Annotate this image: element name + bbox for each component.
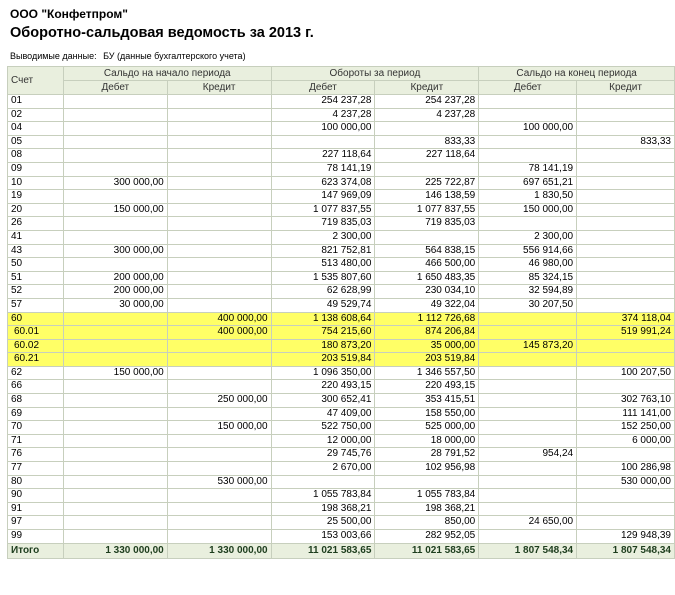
cell-turnover-debit: 513 480,00 bbox=[271, 258, 375, 272]
cell-turnover-credit: 225 722,87 bbox=[375, 176, 479, 190]
cell-opening-debit bbox=[63, 502, 167, 516]
cell-account: 50 bbox=[8, 258, 64, 272]
cell-turnover-credit: 1 112 726,68 bbox=[375, 312, 479, 326]
cell-account: 70 bbox=[8, 421, 64, 435]
column-header-opening-debit[interactable]: Дебет bbox=[63, 81, 167, 95]
cell-turnover-credit: 874 206,84 bbox=[375, 326, 479, 340]
cell-opening-debit: 200 000,00 bbox=[63, 271, 167, 285]
cell-opening-credit: 150 000,00 bbox=[167, 421, 271, 435]
cell-closing-credit bbox=[577, 108, 675, 122]
cell-closing-credit bbox=[577, 271, 675, 285]
cell-turnover-credit bbox=[375, 122, 479, 136]
cell-turnover-credit: 28 791,52 bbox=[375, 448, 479, 462]
cell-account: 09 bbox=[8, 162, 64, 176]
cell-account: 57 bbox=[8, 298, 64, 312]
cell-turnover-debit: 1 535 807,60 bbox=[271, 271, 375, 285]
cell-account: 69 bbox=[8, 407, 64, 421]
cell-turnover-debit: 227 118,64 bbox=[271, 149, 375, 163]
cell-turnover-credit: 833,33 bbox=[375, 135, 479, 149]
cell-turnover-debit: 1 077 837,55 bbox=[271, 203, 375, 217]
cell-turnover-credit: 220 493,15 bbox=[375, 380, 479, 394]
cell-account: 60.02 bbox=[8, 339, 64, 353]
cell-opening-credit bbox=[167, 258, 271, 272]
total-row bbox=[8, 543, 675, 558]
table-row[interactable] bbox=[8, 271, 675, 285]
cell-turnover-debit: 1 138 608,64 bbox=[271, 312, 375, 326]
cell-closing-debit: 78 141,19 bbox=[479, 162, 577, 176]
cell-turnover-credit: 146 138,59 bbox=[375, 190, 479, 204]
column-header-turnover-credit[interactable]: Кредит bbox=[375, 81, 479, 95]
cell-opening-debit bbox=[63, 380, 167, 394]
cell-turnover-credit bbox=[375, 162, 479, 176]
cell-closing-credit: 374 118,04 bbox=[577, 312, 675, 326]
cell-account: 80 bbox=[8, 475, 64, 489]
column-header-turnover: Обороты за период bbox=[271, 67, 479, 81]
cell-account: 77 bbox=[8, 462, 64, 476]
cell-closing-credit: 152 250,00 bbox=[577, 421, 675, 435]
cell-turnover-credit: 719 835,03 bbox=[375, 217, 479, 231]
table-row[interactable] bbox=[8, 394, 675, 408]
cell-opening-credit: 400 000,00 bbox=[167, 312, 271, 326]
cell-closing-debit bbox=[479, 380, 577, 394]
column-header-closing: Сальдо на конец периода bbox=[479, 67, 675, 81]
cell-opening-debit bbox=[63, 421, 167, 435]
cell-opening-credit: 400 000,00 bbox=[167, 326, 271, 340]
cell-turnover-credit: 18 000,00 bbox=[375, 434, 479, 448]
cell-opening-credit bbox=[167, 462, 271, 476]
cell-opening-credit bbox=[167, 502, 271, 516]
cell-turnover-credit: 850,00 bbox=[375, 516, 479, 530]
cell-closing-credit bbox=[577, 244, 675, 258]
cell-closing-debit: 32 594,89 bbox=[479, 285, 577, 299]
cell-account: 19 bbox=[8, 190, 64, 204]
cell-closing-debit bbox=[479, 135, 577, 149]
cell-account: 62 bbox=[8, 366, 64, 380]
data-filter-value[interactable]: БУ (данные бухгалтерского учета) bbox=[103, 51, 246, 61]
cell-account: 99 bbox=[8, 530, 64, 544]
cell-account: 04 bbox=[8, 122, 64, 136]
table-row[interactable] bbox=[8, 176, 675, 190]
cell-turnover-credit: 198 368,21 bbox=[375, 502, 479, 516]
cell-closing-debit bbox=[479, 407, 577, 421]
cell-turnover-debit: 821 752,81 bbox=[271, 244, 375, 258]
cell-turnover-credit: 466 500,00 bbox=[375, 258, 479, 272]
cell-opening-debit bbox=[63, 394, 167, 408]
cell-opening-debit bbox=[63, 448, 167, 462]
table-row[interactable] bbox=[8, 162, 675, 176]
table-row[interactable] bbox=[8, 258, 675, 272]
column-header-closing-credit[interactable]: Кредит bbox=[577, 81, 675, 95]
cell-closing-credit bbox=[577, 162, 675, 176]
cell-opening-credit bbox=[167, 448, 271, 462]
cell-turnover-debit bbox=[271, 135, 375, 149]
cell-opening-debit bbox=[63, 462, 167, 476]
cell-opening-credit: 530 000,00 bbox=[167, 475, 271, 489]
cell-turnover-debit: 300 652,41 bbox=[271, 394, 375, 408]
cell-closing-credit: 530 000,00 bbox=[577, 475, 675, 489]
cell-account: 01 bbox=[8, 95, 64, 109]
cell-opening-debit: 150 000,00 bbox=[63, 366, 167, 380]
total-turnover-debit: 11 021 583,65 bbox=[271, 543, 375, 558]
cell-turnover-credit: 564 838,15 bbox=[375, 244, 479, 258]
cell-opening-credit bbox=[167, 339, 271, 353]
cell-closing-debit bbox=[479, 108, 577, 122]
cell-closing-debit bbox=[479, 475, 577, 489]
cell-opening-debit bbox=[63, 95, 167, 109]
cell-closing-credit bbox=[577, 149, 675, 163]
cell-opening-credit bbox=[167, 135, 271, 149]
cell-turnover-debit: 25 500,00 bbox=[271, 516, 375, 530]
cell-closing-debit bbox=[479, 434, 577, 448]
cell-account: 08 bbox=[8, 149, 64, 163]
cell-opening-debit bbox=[63, 135, 167, 149]
cell-opening-credit bbox=[167, 298, 271, 312]
column-header-closing-debit[interactable]: Дебет bbox=[479, 81, 577, 95]
cell-turnover-debit: 254 237,28 bbox=[271, 95, 375, 109]
total-turnover-credit: 11 021 583,65 bbox=[375, 543, 479, 558]
cell-turnover-credit: 35 000,00 bbox=[375, 339, 479, 353]
cell-closing-debit bbox=[479, 326, 577, 340]
cell-opening-debit bbox=[63, 353, 167, 367]
cell-opening-credit bbox=[167, 122, 271, 136]
cell-opening-debit bbox=[63, 230, 167, 244]
cell-opening-credit bbox=[167, 530, 271, 544]
cell-closing-debit bbox=[479, 217, 577, 231]
cell-opening-debit bbox=[63, 312, 167, 326]
cell-account: 90 bbox=[8, 489, 64, 503]
cell-turnover-debit: 78 141,19 bbox=[271, 162, 375, 176]
turnover-balance-sheet bbox=[7, 66, 675, 559]
cell-turnover-debit: 203 519,84 bbox=[271, 353, 375, 367]
table-row[interactable] bbox=[8, 244, 675, 258]
table-row[interactable] bbox=[8, 516, 675, 530]
cell-turnover-debit: 49 529,74 bbox=[271, 298, 375, 312]
cell-turnover-debit: 153 003,66 bbox=[271, 530, 375, 544]
cell-closing-credit: 833,33 bbox=[577, 135, 675, 149]
cell-opening-credit bbox=[167, 407, 271, 421]
cell-closing-credit bbox=[577, 298, 675, 312]
total-opening-debit: 1 330 000,00 bbox=[63, 543, 167, 558]
cell-turnover-debit: 1 055 783,84 bbox=[271, 489, 375, 503]
cell-opening-debit bbox=[63, 108, 167, 122]
cell-closing-debit: 697 651,21 bbox=[479, 176, 577, 190]
cell-turnover-credit: 158 550,00 bbox=[375, 407, 479, 421]
table-row[interactable] bbox=[8, 448, 675, 462]
header-row-sides bbox=[8, 81, 675, 95]
cell-opening-credit bbox=[167, 149, 271, 163]
table-row[interactable] bbox=[8, 298, 675, 312]
table-row[interactable] bbox=[8, 530, 675, 544]
cell-turnover-debit: 623 374,08 bbox=[271, 176, 375, 190]
table-row[interactable] bbox=[8, 230, 675, 244]
cell-account: 91 bbox=[8, 502, 64, 516]
cell-opening-debit bbox=[63, 489, 167, 503]
cell-closing-debit bbox=[479, 462, 577, 476]
cell-turnover-debit bbox=[271, 475, 375, 489]
cell-account: 20 bbox=[8, 203, 64, 217]
cell-turnover-debit: 2 300,00 bbox=[271, 230, 375, 244]
cell-opening-debit bbox=[63, 475, 167, 489]
table-row[interactable] bbox=[8, 217, 675, 231]
cell-closing-credit bbox=[577, 489, 675, 503]
cell-closing-debit bbox=[479, 502, 577, 516]
cell-closing-debit bbox=[479, 394, 577, 408]
cell-closing-credit bbox=[577, 203, 675, 217]
table-row[interactable] bbox=[8, 462, 675, 476]
table-row[interactable] bbox=[8, 421, 675, 435]
cell-turnover-debit: 100 000,00 bbox=[271, 122, 375, 136]
cell-account: 60.21 bbox=[8, 353, 64, 367]
table-row[interactable] bbox=[8, 366, 675, 380]
cell-closing-credit bbox=[577, 285, 675, 299]
cell-closing-debit bbox=[479, 366, 577, 380]
cell-opening-debit: 30 000,00 bbox=[63, 298, 167, 312]
cell-closing-debit bbox=[479, 353, 577, 367]
cell-turnover-debit: 719 835,03 bbox=[271, 217, 375, 231]
cell-opening-credit bbox=[167, 271, 271, 285]
cell-closing-credit bbox=[577, 122, 675, 136]
cell-account: 76 bbox=[8, 448, 64, 462]
cell-closing-debit: 24 650,00 bbox=[479, 516, 577, 530]
cell-turnover-debit: 754 215,60 bbox=[271, 326, 375, 340]
cell-turnover-credit: 102 956,98 bbox=[375, 462, 479, 476]
cell-closing-credit: 129 948,39 bbox=[577, 530, 675, 544]
cell-account: 02 bbox=[8, 108, 64, 122]
cell-opening-debit: 300 000,00 bbox=[63, 244, 167, 258]
cell-opening-debit bbox=[63, 326, 167, 340]
cell-account: 05 bbox=[8, 135, 64, 149]
cell-closing-credit bbox=[577, 516, 675, 530]
data-filter bbox=[10, 51, 246, 61]
column-header-opening: Сальдо на начало периода bbox=[63, 67, 271, 81]
table-row[interactable] bbox=[8, 326, 675, 340]
report-title: Оборотно-сальдовая ведомость за 2013 г. bbox=[10, 25, 314, 41]
cell-turnover-debit: 62 628,99 bbox=[271, 285, 375, 299]
cell-turnover-credit: 525 000,00 bbox=[375, 421, 479, 435]
cell-opening-debit: 200 000,00 bbox=[63, 285, 167, 299]
cell-turnover-credit bbox=[375, 475, 479, 489]
cell-closing-credit bbox=[577, 176, 675, 190]
cell-opening-credit bbox=[167, 108, 271, 122]
cell-closing-debit: 556 914,66 bbox=[479, 244, 577, 258]
cell-opening-debit: 150 000,00 bbox=[63, 203, 167, 217]
cell-account: 51 bbox=[8, 271, 64, 285]
cell-opening-debit bbox=[63, 122, 167, 136]
cell-closing-credit bbox=[577, 258, 675, 272]
cell-account: 26 bbox=[8, 217, 64, 231]
cell-turnover-debit: 220 493,15 bbox=[271, 380, 375, 394]
table-row[interactable] bbox=[8, 122, 675, 136]
cell-opening-debit bbox=[63, 339, 167, 353]
cell-opening-credit bbox=[167, 434, 271, 448]
table-row[interactable] bbox=[8, 475, 675, 489]
header-row-groups bbox=[8, 67, 675, 81]
cell-turnover-debit: 1 096 350,00 bbox=[271, 366, 375, 380]
cell-turnover-credit: 282 952,05 bbox=[375, 530, 479, 544]
cell-closing-credit bbox=[577, 502, 675, 516]
cell-closing-debit: 100 000,00 bbox=[479, 122, 577, 136]
table-row[interactable] bbox=[8, 285, 675, 299]
cell-opening-credit bbox=[167, 516, 271, 530]
data-filter-label: Выводимые данные: bbox=[10, 51, 97, 61]
cell-account: 41 bbox=[8, 230, 64, 244]
cell-opening-credit bbox=[167, 380, 271, 394]
cell-turnover-debit: 180 873,20 bbox=[271, 339, 375, 353]
cell-turnover-credit: 1 055 783,84 bbox=[375, 489, 479, 503]
cell-account: 52 bbox=[8, 285, 64, 299]
cell-closing-debit: 1 830,50 bbox=[479, 190, 577, 204]
table-row[interactable] bbox=[8, 380, 675, 394]
cell-opening-debit bbox=[63, 434, 167, 448]
cell-turnover-credit bbox=[375, 230, 479, 244]
cell-closing-credit: 6 000,00 bbox=[577, 434, 675, 448]
cell-turnover-debit: 147 969,09 bbox=[271, 190, 375, 204]
total-closing-debit: 1 807 548,34 bbox=[479, 543, 577, 558]
cell-opening-debit bbox=[63, 149, 167, 163]
table-row[interactable] bbox=[8, 489, 675, 503]
table-row[interactable] bbox=[8, 135, 675, 149]
cell-closing-debit bbox=[479, 530, 577, 544]
cell-closing-credit bbox=[577, 448, 675, 462]
cell-closing-credit bbox=[577, 380, 675, 394]
cell-closing-credit: 100 286,98 bbox=[577, 462, 675, 476]
cell-turnover-debit: 2 670,00 bbox=[271, 462, 375, 476]
cell-closing-debit: 46 980,00 bbox=[479, 258, 577, 272]
cell-turnover-credit: 353 415,51 bbox=[375, 394, 479, 408]
cell-closing-credit bbox=[577, 353, 675, 367]
total-label: Итого bbox=[8, 543, 64, 558]
table-row[interactable] bbox=[8, 407, 675, 421]
cell-account: 60 bbox=[8, 312, 64, 326]
cell-turnover-credit: 49 322,04 bbox=[375, 298, 479, 312]
table-row[interactable] bbox=[8, 149, 675, 163]
cell-opening-credit bbox=[167, 217, 271, 231]
total-opening-credit: 1 330 000,00 bbox=[167, 543, 271, 558]
cell-turnover-debit: 12 000,00 bbox=[271, 434, 375, 448]
table-row[interactable] bbox=[8, 95, 675, 109]
cell-opening-debit bbox=[63, 162, 167, 176]
cell-closing-debit: 150 000,00 bbox=[479, 203, 577, 217]
cell-closing-debit bbox=[479, 149, 577, 163]
cell-turnover-credit: 227 118,64 bbox=[375, 149, 479, 163]
table-row[interactable] bbox=[8, 190, 675, 204]
cell-turnover-debit: 47 409,00 bbox=[271, 407, 375, 421]
cell-account: 66 bbox=[8, 380, 64, 394]
cell-turnover-debit: 198 368,21 bbox=[271, 502, 375, 516]
cell-closing-credit bbox=[577, 95, 675, 109]
cell-turnover-debit: 4 237,28 bbox=[271, 108, 375, 122]
sheet-body bbox=[8, 95, 675, 544]
cell-opening-credit bbox=[167, 203, 271, 217]
cell-turnover-credit: 203 519,84 bbox=[375, 353, 479, 367]
cell-closing-debit: 30 207,50 bbox=[479, 298, 577, 312]
cell-opening-debit bbox=[63, 530, 167, 544]
cell-opening-credit bbox=[167, 489, 271, 503]
cell-opening-credit bbox=[167, 285, 271, 299]
cell-opening-debit bbox=[63, 407, 167, 421]
cell-opening-credit bbox=[167, 353, 271, 367]
cell-opening-credit bbox=[167, 176, 271, 190]
table-row[interactable] bbox=[8, 312, 675, 326]
column-header-account[interactable]: Счет bbox=[8, 67, 64, 95]
column-header-turnover-debit[interactable]: Дебет bbox=[271, 81, 375, 95]
cell-account: 97 bbox=[8, 516, 64, 530]
cell-closing-credit bbox=[577, 190, 675, 204]
cell-opening-debit bbox=[63, 516, 167, 530]
total-closing-credit: 1 807 548,34 bbox=[577, 543, 675, 558]
cell-account: 10 bbox=[8, 176, 64, 190]
cell-closing-credit: 519 991,24 bbox=[577, 326, 675, 340]
cell-closing-debit bbox=[479, 421, 577, 435]
cell-opening-credit bbox=[167, 244, 271, 258]
cell-turnover-credit: 4 237,28 bbox=[375, 108, 479, 122]
table-row[interactable] bbox=[8, 108, 675, 122]
cell-turnover-credit: 1 650 483,35 bbox=[375, 271, 479, 285]
cell-turnover-credit: 1 346 557,50 bbox=[375, 366, 479, 380]
cell-opening-credit bbox=[167, 190, 271, 204]
cell-closing-credit: 111 141,00 bbox=[577, 407, 675, 421]
cell-opening-debit bbox=[63, 190, 167, 204]
table-row[interactable] bbox=[8, 353, 675, 367]
cell-turnover-debit: 29 745,76 bbox=[271, 448, 375, 462]
cell-opening-credit bbox=[167, 162, 271, 176]
cell-opening-debit bbox=[63, 258, 167, 272]
cell-closing-debit bbox=[479, 95, 577, 109]
table-row[interactable] bbox=[8, 502, 675, 516]
cell-closing-debit bbox=[479, 312, 577, 326]
table-row[interactable] bbox=[8, 434, 675, 448]
cell-closing-debit: 85 324,15 bbox=[479, 271, 577, 285]
table-row[interactable] bbox=[8, 339, 675, 353]
cell-turnover-debit: 522 750,00 bbox=[271, 421, 375, 435]
cell-closing-credit: 302 763,10 bbox=[577, 394, 675, 408]
cell-opening-credit: 250 000,00 bbox=[167, 394, 271, 408]
cell-closing-debit: 954,24 bbox=[479, 448, 577, 462]
cell-opening-credit bbox=[167, 95, 271, 109]
cell-opening-credit bbox=[167, 366, 271, 380]
cell-turnover-credit: 254 237,28 bbox=[375, 95, 479, 109]
table-row[interactable] bbox=[8, 203, 675, 217]
cell-opening-credit bbox=[167, 230, 271, 244]
cell-account: 71 bbox=[8, 434, 64, 448]
cell-turnover-credit: 230 034,10 bbox=[375, 285, 479, 299]
cell-closing-debit bbox=[479, 489, 577, 503]
cell-turnover-credit: 1 077 837,55 bbox=[375, 203, 479, 217]
cell-closing-credit bbox=[577, 230, 675, 244]
cell-account: 68 bbox=[8, 394, 64, 408]
organization-name: ООО "Конфетпром" bbox=[10, 7, 128, 21]
cell-closing-credit bbox=[577, 217, 675, 231]
cell-opening-debit: 300 000,00 bbox=[63, 176, 167, 190]
cell-closing-credit: 100 207,50 bbox=[577, 366, 675, 380]
cell-account: 60.01 bbox=[8, 326, 64, 340]
cell-closing-debit: 145 873,20 bbox=[479, 339, 577, 353]
cell-account: 43 bbox=[8, 244, 64, 258]
cell-closing-debit: 2 300,00 bbox=[479, 230, 577, 244]
column-header-opening-credit[interactable]: Кредит bbox=[167, 81, 271, 95]
cell-opening-debit bbox=[63, 217, 167, 231]
cell-closing-credit bbox=[577, 339, 675, 353]
